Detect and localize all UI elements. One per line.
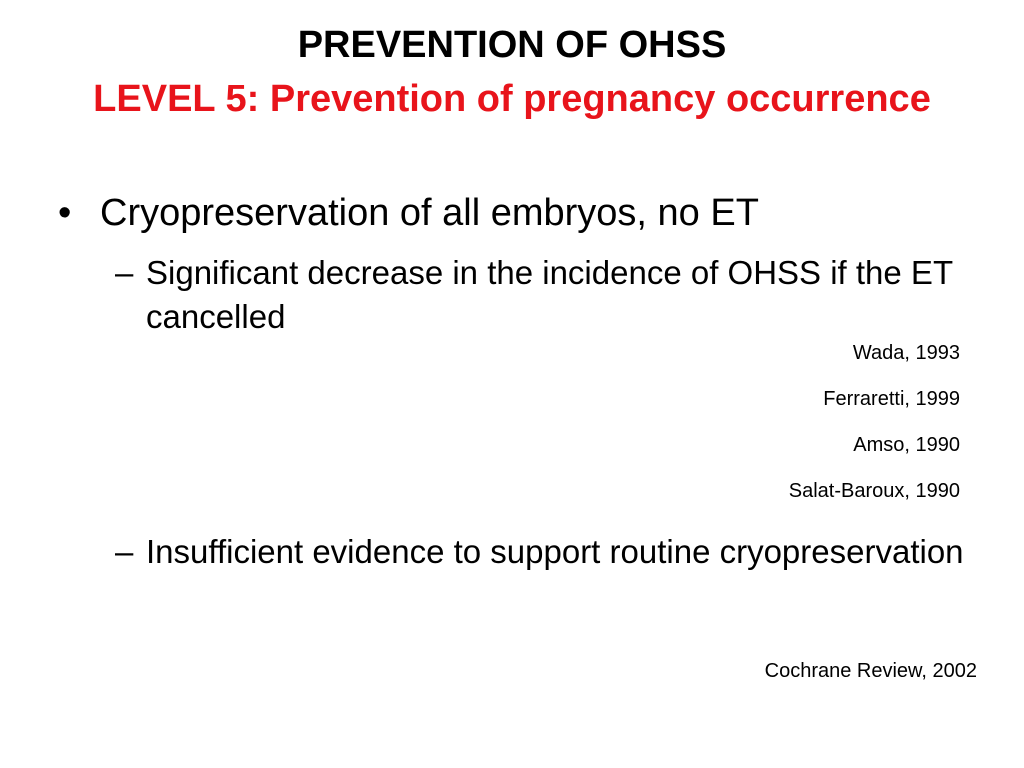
- reference-item: Wada, 1993: [852, 342, 960, 364]
- sub-point-text: Significant decrease in the incidence of OHSS if the ET cancelled: [146, 254, 953, 335]
- bullet-marker: •: [58, 192, 72, 234]
- sub-point-2: [115, 530, 976, 574]
- main-bullet-text: Cryopreservation of all embryos, no ET: [100, 192, 759, 234]
- cochrane-reference: Cochrane Review, 2002: [764, 660, 977, 682]
- main-bullet: [58, 190, 759, 236]
- sub-point-text: Insufficient evidence to support routine cryopreservation: [146, 533, 964, 570]
- reference-item: Ferraretti, 1999: [823, 388, 960, 410]
- slide-title: PREVENTION OF OHSS: [297, 24, 727, 66]
- reference-item: Salat-Baroux, 1990: [788, 480, 960, 502]
- slide-subtitle: LEVEL 5: Prevention of pregnancy occurrence: [93, 78, 931, 120]
- sub-point-1: [115, 251, 976, 339]
- reference-item: Amso, 1990: [853, 434, 960, 456]
- dash-marker: –: [115, 533, 134, 570]
- references-list: [789, 342, 960, 526]
- dash-marker: –: [115, 254, 134, 291]
